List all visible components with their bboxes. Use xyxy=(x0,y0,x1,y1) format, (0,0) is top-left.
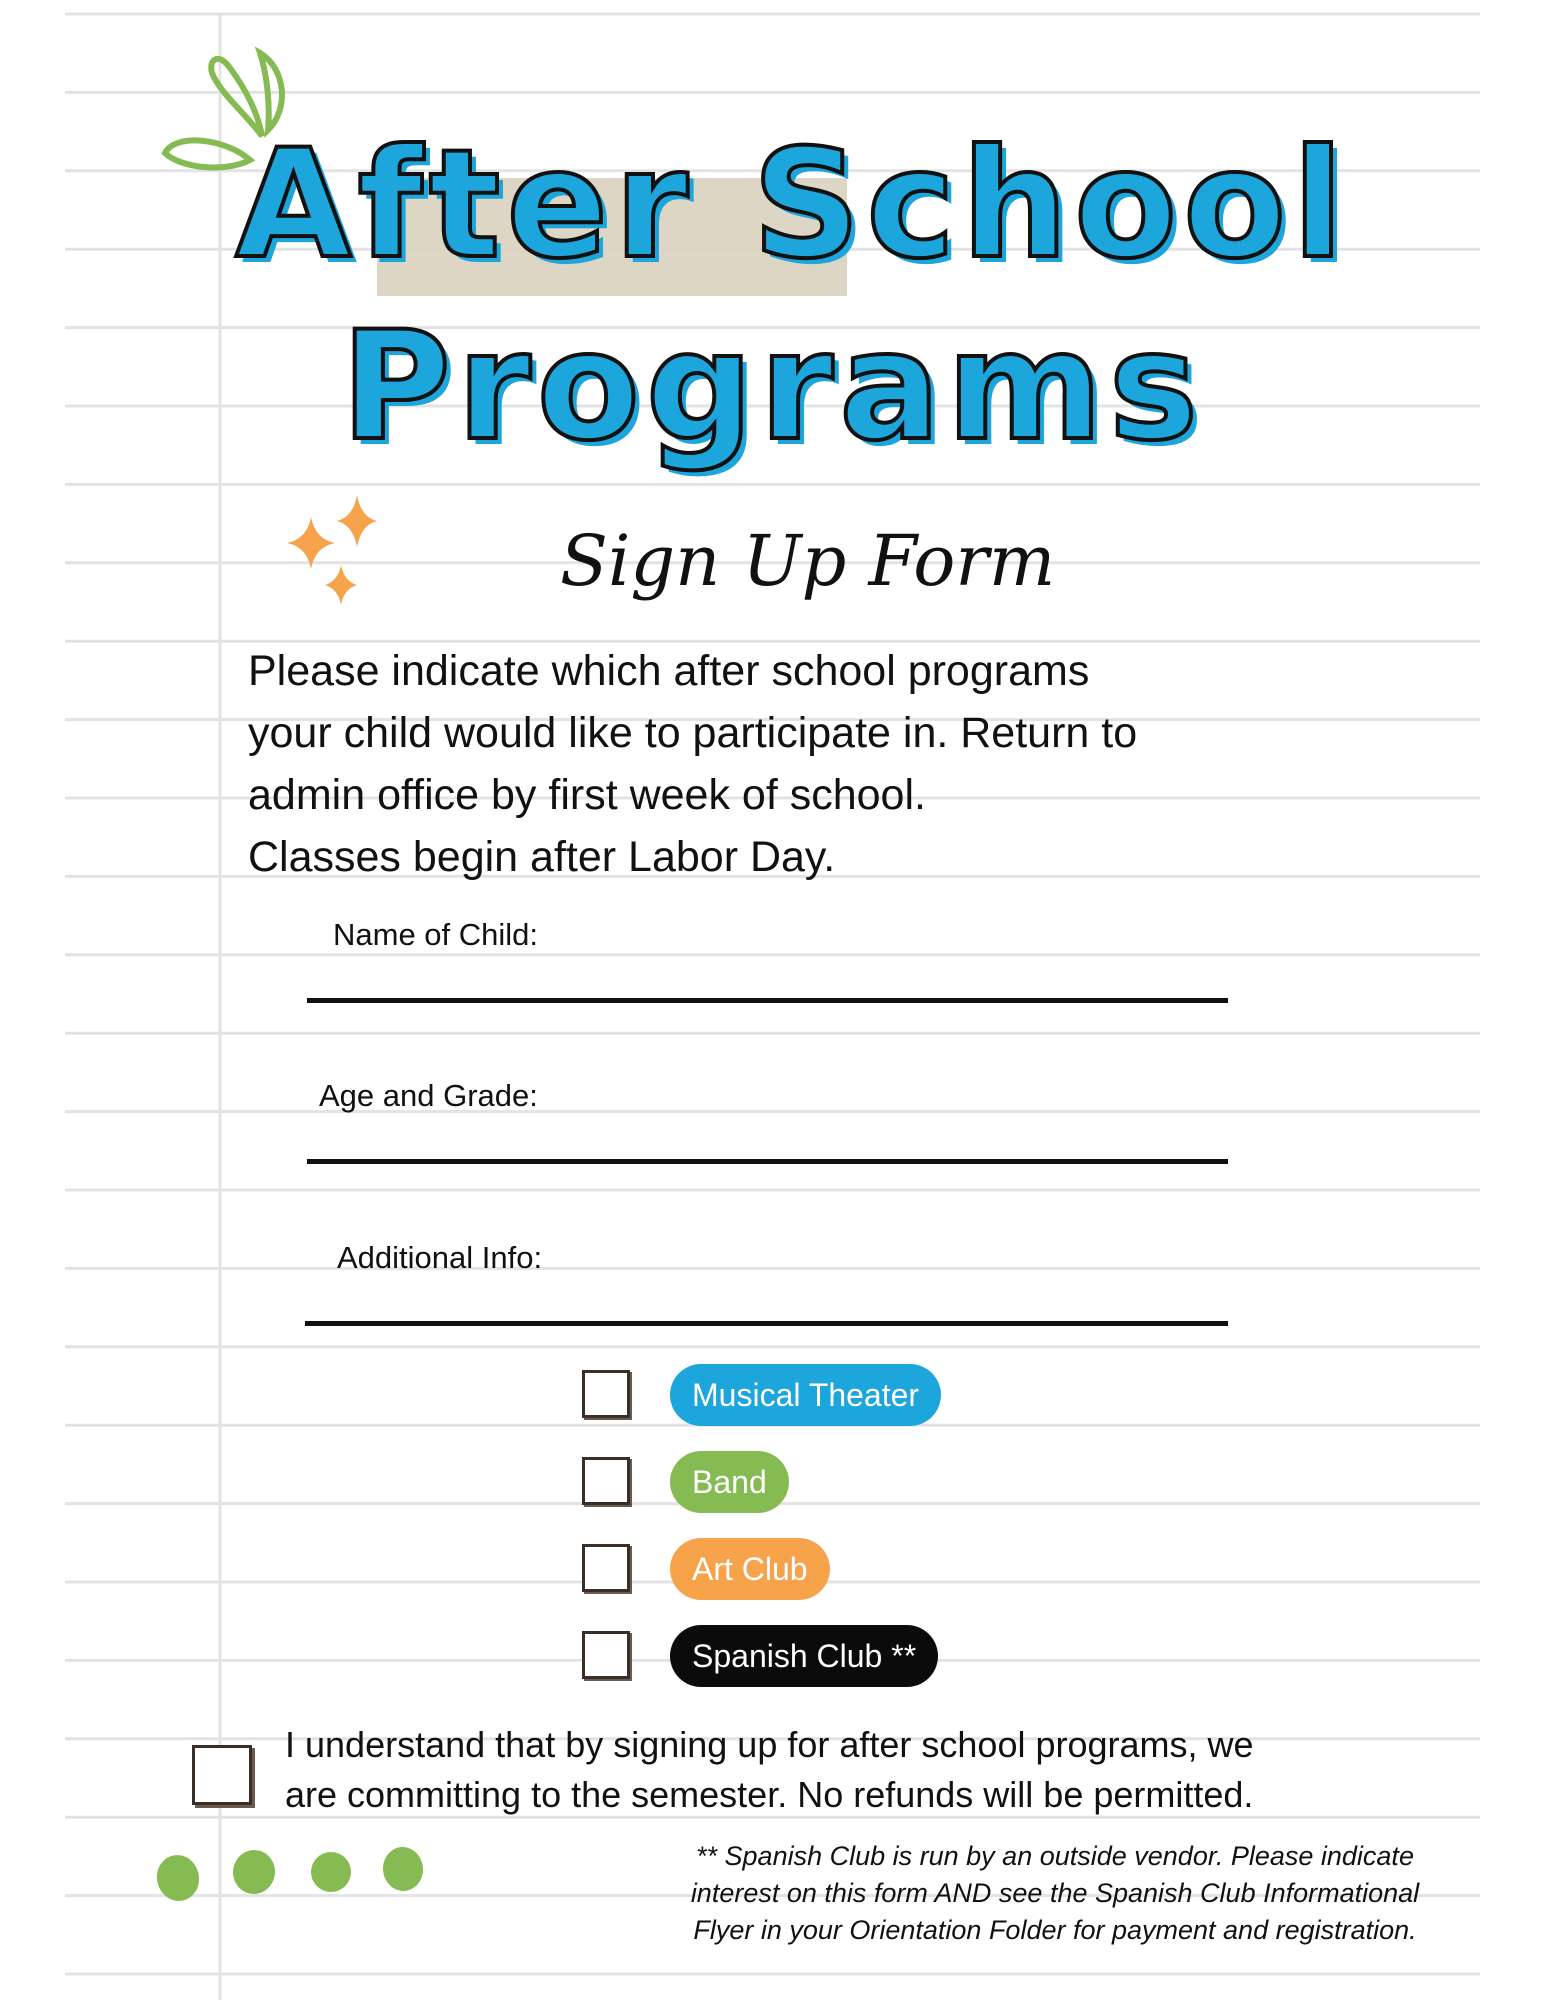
intro-line: Please indicate which after school programs xyxy=(248,647,1090,695)
spanish-club-checkbox[interactable] xyxy=(582,1631,630,1679)
intro-line: Classes begin after Labor Day. xyxy=(248,833,836,881)
intro-line: admin office by first week of school. xyxy=(248,771,926,819)
spanish-club-pill: Spanish Club ** xyxy=(670,1625,938,1687)
art-club-pill: Art Club xyxy=(670,1538,830,1600)
band-pill: Band xyxy=(670,1451,789,1513)
commitment-statement xyxy=(285,1720,1435,1820)
art-club-checkbox[interactable] xyxy=(582,1544,630,1592)
commitment-line: I understand that by signing up for after school programs, we xyxy=(285,1724,1254,1765)
page-title-line1: After School xyxy=(235,118,1350,292)
intro-paragraph xyxy=(248,640,1398,888)
age-and-grade-label: Age and Grade: xyxy=(319,1078,538,1113)
footnote-line: Flyer in your Orientation Folder for payment and registration. xyxy=(693,1915,1417,1945)
intro-line: your child would like to participate in. Return to xyxy=(248,709,1138,757)
form-subtitle: Sign Up Form xyxy=(560,520,1056,602)
commitment-checkbox[interactable] xyxy=(192,1745,252,1805)
name-of-child-label: Name of Child: xyxy=(333,917,539,952)
footnote-line: ** Spanish Club is run by an outside vendor. Please indicate xyxy=(696,1841,1414,1871)
additional-info-field[interactable] xyxy=(305,1321,1228,1326)
age-and-grade-field[interactable] xyxy=(307,1159,1228,1164)
sparkle-icon xyxy=(285,495,385,610)
musical-theater-pill: Musical Theater xyxy=(670,1364,941,1426)
green-dot-icon xyxy=(311,1852,351,1892)
additional-info-label: Additional Info: xyxy=(337,1240,543,1275)
footnote-line: interest on this form AND see the Spanish Club Informational xyxy=(690,1878,1420,1908)
band-checkbox[interactable] xyxy=(582,1457,630,1505)
commitment-line: are committing to the semester. No refunds will be permitted. xyxy=(285,1774,1254,1815)
musical-theater-checkbox[interactable] xyxy=(582,1370,630,1418)
name-of-child-field[interactable] xyxy=(307,998,1228,1003)
page-title-line2: Programs xyxy=(340,300,1205,474)
spanish-club-footnote xyxy=(640,1838,1470,1949)
